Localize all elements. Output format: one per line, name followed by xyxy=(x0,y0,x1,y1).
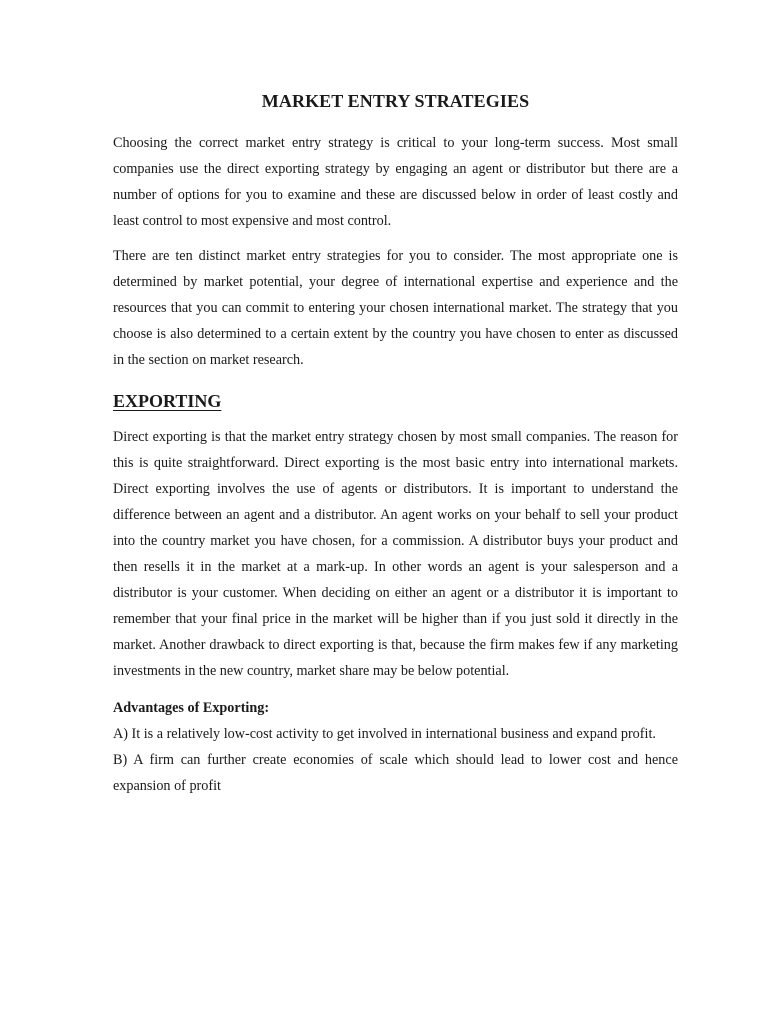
exporting-paragraph: Direct exporting is that the market entry strategy chosen by most small companies. The reason for this is quite straightforward. Direct exporting is the most basic entry into international markets. Direct exporting involves the use of agents or distributors. It is important to understand the difference between an agent and a distributor. An agent works on your behalf to sell your product into the country market you have chosen, for a commission. A distributor buys your product and then resells it in the market at a mark-up. In other words an agent is your salesperson and a distributor is your customer. When deciding on either an agent or a distributor it is important to remember that your final price in the market will be higher than if you just sold it directly in the market. Another drawback to direct exporting is that, because the firm makes few if any marketing investments in the new country, market share may be below potential. xyxy=(113,429,678,679)
document-page xyxy=(113,90,678,799)
advantage-item-b: B) A firm can further create economies of scale which should lead to lower cost and hence expansion of profit xyxy=(113,752,678,794)
intro-paragraph-2: There are ten distinct market entry strategies for you to consider. The most appropriate one is determined by market potential, your degree of international expertise and experience and the resources that you can commit to entering your chosen international market. The strategy that you choose is also determined to a certain extent by the country you have chosen to enter as discussed in the section on market research. xyxy=(113,248,678,368)
advantage-item-a: A) It is a relatively low-cost activity to get involved in international business and expand profit. xyxy=(113,726,656,742)
advantages-heading: Advantages of Exporting: xyxy=(113,700,270,716)
document-title: MARKET ENTRY STRATEGIES xyxy=(261,91,530,111)
intro-paragraph-1: Choosing the correct market entry strategy is critical to your long-term success. Most small companies use the direct exporting strategy by engaging an agent or distributor but there are a number of options for you to examine and these are discussed below in order of least costly and least control to most expensive and most control. xyxy=(113,135,678,229)
section-heading-exporting: EXPORTING xyxy=(113,391,222,411)
